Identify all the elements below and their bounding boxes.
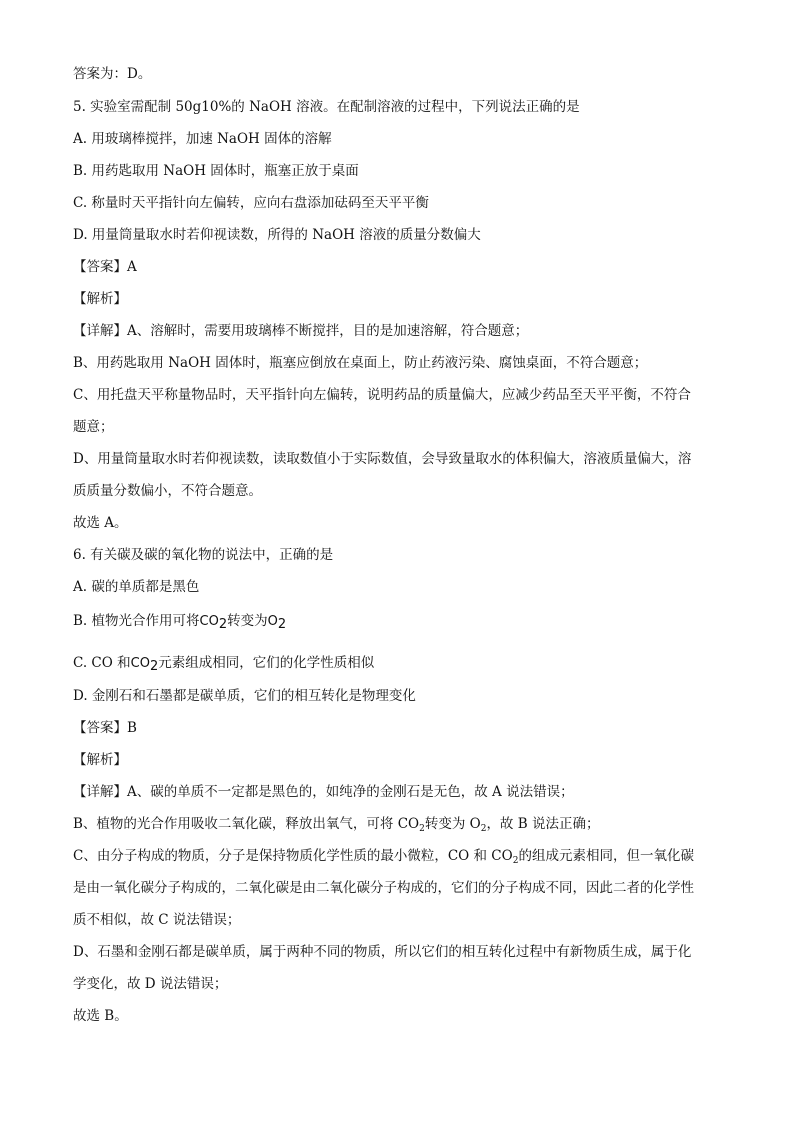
- question-5-stem: 5. 实验室需配制 50g10%的 NaOH 溶液。在配制溶液的过程中，下列说法正确的是: [73, 99, 580, 115]
- question-5-analysis-heading: 【解析】: [73, 291, 127, 307]
- question-6-detail-a: 【详解】A、碳的单质不一定都是黑色的，如纯净的金刚石是无色，故 A 说法错误；: [73, 784, 574, 800]
- question-5-detail-d-2: 质质量分数偏小，不符合题意。: [73, 483, 262, 499]
- co2-subscript: 2: [218, 617, 228, 632]
- question-6-option-c: [73, 655, 723, 675]
- question-6-detail-c-1: [73, 848, 723, 869]
- question-5-detail-c-1: C、用托盘天平称量物品时，天平指针向左偏转，说明药品的质量偏大，应减少药品至天平平衡，不符合: [73, 387, 691, 403]
- co2-subscript: 2: [149, 659, 159, 674]
- question-5-answer: 【答案】A: [73, 259, 137, 275]
- question-6-detail-c-2: 是由一氧化碳分子构成的，二氧化碳是由二氧化碳分子构成的，它们的分子构成不同，因此二者的化学性: [73, 880, 694, 896]
- question-6-option-d: D. 金刚石和石墨都是碳单质，它们的相互转化是物理变化: [73, 688, 416, 704]
- o2-subscript: 2: [480, 824, 487, 834]
- question-6-detail-c-3: 质不相似，故 C 说法错误；: [73, 912, 241, 928]
- question-6-answer: 【答案】B: [73, 720, 137, 736]
- question-5-conclusion: 故选 A。: [73, 515, 128, 531]
- question-5-option-b: B. 用药匙取用 NaOH 固体时，瓶塞正放于桌面: [73, 163, 359, 179]
- o2-formula: O: [267, 614, 278, 629]
- detail-b-text-1: B、植物的光合作用吸收二氧化碳，释放出氧气，可将 CO: [73, 816, 420, 832]
- co2-subscript: 2: [419, 824, 425, 834]
- option-b-text-2: 转变为: [227, 613, 268, 629]
- o2-subscript: 2: [277, 617, 287, 632]
- co2-formula: CO: [130, 656, 150, 671]
- question-6-detail-d-1: D、石墨和金刚石都是碳单质，属于两种不同的物质，所以它们的相互转化过程中有新物质生成，属于化: [73, 944, 692, 960]
- question-5-detail-b: B、用药匙取用 NaOH 固体时，瓶塞应倒放在桌面上，防止药液污染、腐蚀桌面，不符合题意；: [73, 355, 648, 371]
- co2-formula: CO: [199, 614, 219, 629]
- question-6-option-b: [73, 613, 723, 633]
- question-5-detail-c-2: 题意；: [73, 419, 114, 435]
- option-c-text-1: C. CO 和: [73, 655, 131, 671]
- question-5-detail-d-1: D、用量筒量取水时若仰视读数，读取数值小于实际数值，会导致量取水的体积偏大，溶液质量偏大，溶: [73, 451, 692, 467]
- question-6-option-a: A. 碳的单质都是黑色: [73, 579, 200, 595]
- question-6-detail-d-2: 学变化，故 D 说法错误；: [73, 976, 228, 992]
- question-6-conclusion: 故选 B。: [73, 1008, 128, 1024]
- detail-c-text-2: 的组成元素相同，但一氧化碳: [518, 848, 694, 864]
- option-b-text-1: B. 植物光合作用可将: [73, 613, 200, 629]
- option-c-text-2: 元素组成相同，它们的化学性质相似: [158, 655, 375, 671]
- detail-b-text-2: 转变为 O: [424, 816, 481, 832]
- question-5-option-c: C. 称量时天平指针向左偏转，应向右盘添加砝码至天平平衡: [73, 195, 429, 211]
- question-5-detail-a: 【详解】A、溶解时，需要用玻璃棒不断搅拌，目的是加速溶解，符合题意；: [73, 323, 529, 339]
- question-5-option-a: A. 用玻璃棒搅拌，加速 NaOH 固体的溶解: [73, 131, 332, 147]
- question-6-detail-b: [73, 816, 723, 837]
- detail-c-text-1: C、由分子构成的物质，分子是保持物质化学性质的最小微粒，CO 和 CO: [73, 848, 513, 864]
- co2-subscript: 2: [512, 856, 519, 866]
- question-5-option-d: D. 用量筒量取水时若仰视读数，所得的 NaOH 溶液的质量分数偏大: [73, 227, 481, 243]
- question-6-stem: 6. 有关碳及碳的氧化物的说法中，正确的是: [73, 547, 334, 563]
- previous-answer-line: 答案为：D。: [73, 66, 152, 82]
- detail-b-text-3: ，故 B 说法正确；: [486, 816, 600, 832]
- question-6-analysis-heading: 【解析】: [73, 752, 127, 768]
